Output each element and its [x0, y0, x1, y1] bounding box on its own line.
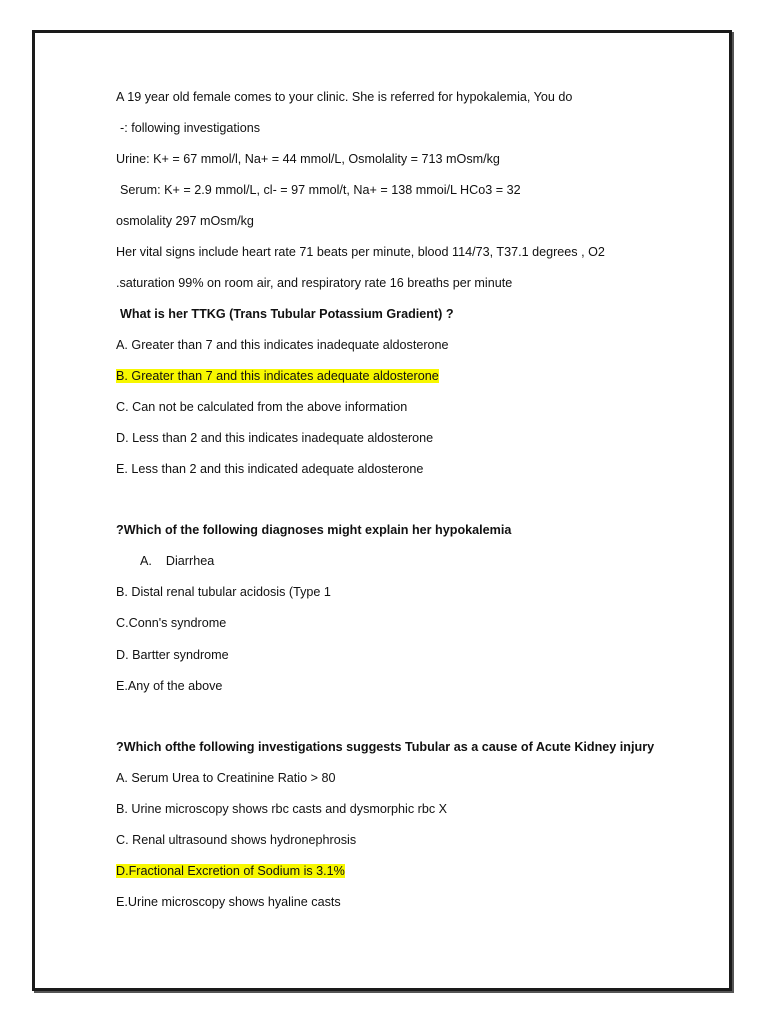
q3-option-b: B. Urine microscopy shows rbc casts and dysmorphic rbc X: [116, 802, 448, 816]
serum-results: Serum: K+ = 2.9 mmol/L, cl- = 97 mmol/t, Na+ = 138 mmoi/L HCo3 = 32: [120, 183, 521, 197]
urine-results: Urine: K+ = 67 mmol/l, Na+ = 44 mmol/L, Osmolality = 713 mOsm/kg: [116, 152, 500, 166]
vital-signs-cont: .saturation 99% on room air, and respiratory rate 16 breaths per minute: [116, 276, 513, 290]
q3-option-d-highlight: D.Fractional Excretion of Sodium is 3.1%: [116, 864, 345, 878]
q1-question: What is her TTKG (Trans Tubular Potassium Gradient) ?: [120, 307, 454, 321]
q1-option-a: A. Greater than 7 and this indicates inadequate aldosterone: [116, 338, 449, 352]
q2-question: ?Which of the following diagnoses might explain her hypokalemia: [116, 523, 512, 537]
q1-option-e: E. Less than 2 and this indicated adequate aldosterone: [116, 462, 424, 476]
q1-option-d: D. Less than 2 and this indicates inadequate aldosterone: [116, 431, 434, 445]
q2-option-a-letter: A.: [140, 554, 152, 568]
case-intro: A 19 year old female comes to your clinic. She is referred for hypokalemia, You do: [116, 90, 573, 104]
q1-option-c: C. Can not be calculated from the above information: [116, 400, 408, 414]
vital-signs: Her vital signs include heart rate 71 beats per minute, blood 114/73, T37.1 degrees , O2: [116, 245, 605, 259]
q2-option-e: E.Any of the above: [116, 679, 223, 693]
q3-question: ?Which ofthe following investigations suggests Tubular as a cause of Acute Kidney injury: [116, 740, 655, 754]
q2-option-d: D. Bartter syndrome: [116, 648, 229, 662]
q2-option-b: B. Distal renal tubular acidosis (Type 1: [116, 585, 331, 599]
q3-option-e: E.Urine microscopy shows hyaline casts: [116, 895, 341, 909]
serum-osmolality: osmolality 297 mOsm/kg: [116, 214, 254, 228]
q1-option-b-highlight: B. Greater than 7 and this indicates adequate aldosterone: [116, 369, 439, 383]
q1-option-b: [116, 368, 439, 384]
q3-option-c: C. Renal ultrasound shows hydronephrosis: [116, 833, 357, 847]
q2-option-a: [140, 553, 214, 569]
q2-option-c: C.Conn's syndrome: [116, 616, 227, 630]
case-intro-cont: -: following investigations: [120, 121, 261, 135]
q3-option-d: [116, 863, 345, 879]
q3-option-a: A. Serum Urea to Creatinine Ratio > 80: [116, 771, 336, 785]
q2-option-a-text: Diarrhea: [165, 554, 215, 568]
